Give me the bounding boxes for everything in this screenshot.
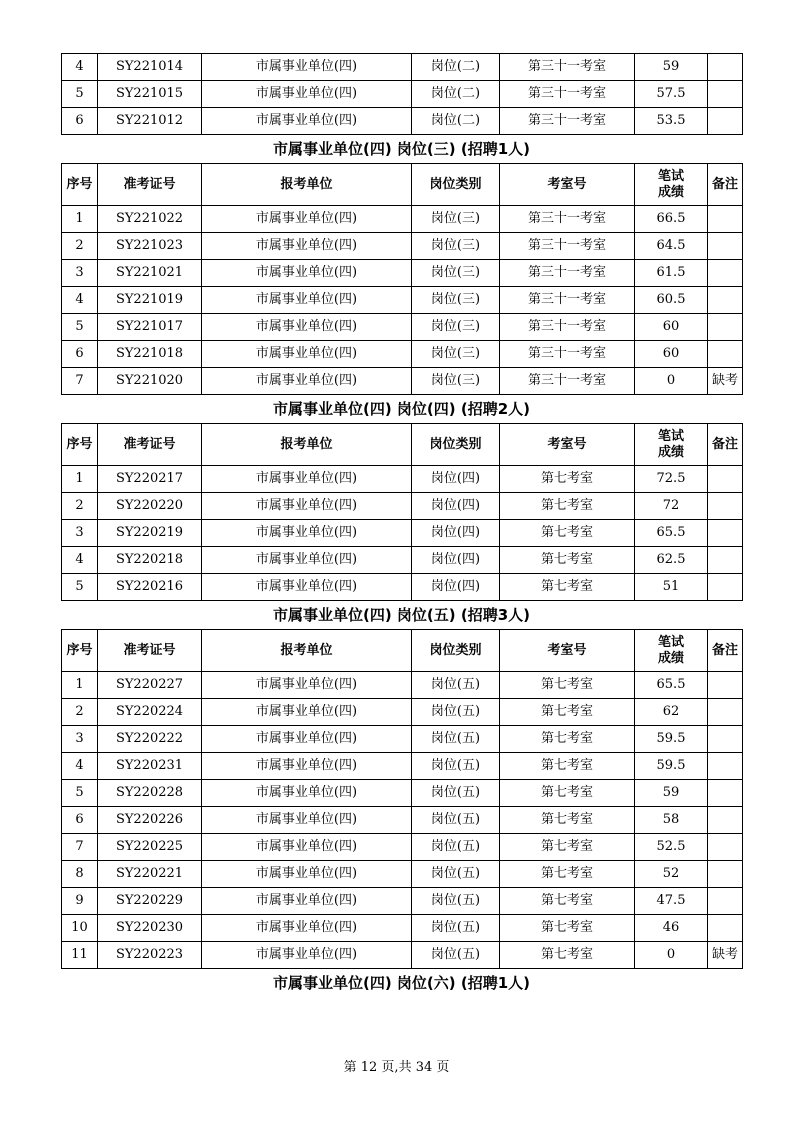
cell-position: 岗位(五): [412, 807, 500, 834]
table-row: [62, 466, 743, 493]
cell-ticket-number: SY221021: [98, 260, 202, 287]
cell-index: 5: [62, 780, 98, 807]
cell-exam-room: 第三十一考室: [500, 81, 635, 108]
table-row: [62, 287, 743, 314]
cell-ticket-number: SY221020: [98, 368, 202, 395]
cell-score: 57.5: [635, 81, 708, 108]
cell-unit: 市属事业单位(四): [202, 493, 412, 520]
header-remark: 备注: [708, 164, 743, 206]
cell-index: 5: [62, 314, 98, 341]
header-exam-room: 考室号: [500, 164, 635, 206]
table-row: [62, 726, 743, 753]
table-row: [62, 233, 743, 260]
page-footer: 第 12 页,共 34 页: [343, 1060, 450, 1075]
table-row: [62, 861, 743, 888]
table-row: [62, 672, 743, 699]
cell-position: 岗位(二): [412, 54, 500, 81]
cell-remark: [708, 260, 743, 287]
cell-score: 59.5: [635, 753, 708, 780]
cell-score: 47.5: [635, 888, 708, 915]
cell-exam-room: 第七考室: [500, 753, 635, 780]
cell-position: 岗位(三): [412, 260, 500, 287]
cell-score: 72: [635, 493, 708, 520]
cell-index: 7: [62, 834, 98, 861]
cell-position: 岗位(二): [412, 81, 500, 108]
cell-remark: [708, 834, 743, 861]
cell-index: 11: [62, 942, 98, 969]
cell-index: 2: [62, 233, 98, 260]
cell-position: 岗位(三): [412, 287, 500, 314]
cell-index: 10: [62, 915, 98, 942]
cell-position: 岗位(五): [412, 726, 500, 753]
table-row: [62, 807, 743, 834]
cell-index: 1: [62, 672, 98, 699]
cell-index: 2: [62, 699, 98, 726]
cell-position: 岗位(三): [412, 233, 500, 260]
cell-score: 0: [635, 368, 708, 395]
cell-ticket-number: SY221015: [98, 81, 202, 108]
cell-unit: 市属事业单位(四): [202, 287, 412, 314]
cell-ticket-number: SY220217: [98, 466, 202, 493]
header-row: [62, 164, 743, 206]
header-written-score: 笔试 成绩: [635, 424, 708, 466]
cell-score: 65.5: [635, 672, 708, 699]
cell-unit: 市属事业单位(四): [202, 81, 412, 108]
cell-remark: [708, 287, 743, 314]
header-remark: 备注: [708, 630, 743, 672]
cell-position: 岗位(五): [412, 861, 500, 888]
cell-exam-room: 第七考室: [500, 520, 635, 547]
cell-score: 61.5: [635, 260, 708, 287]
cell-exam-room: 第七考室: [500, 547, 635, 574]
cell-remark: [708, 341, 743, 368]
cell-remark: [708, 574, 743, 601]
cell-remark: [708, 726, 743, 753]
score-table: [61, 423, 743, 601]
table-row: [62, 341, 743, 368]
cell-ticket-number: SY220228: [98, 780, 202, 807]
cell-remark: [708, 206, 743, 233]
table-row: [62, 699, 743, 726]
cell-exam-room: 第七考室: [500, 861, 635, 888]
header-unit: 报考单位: [202, 164, 412, 206]
header-ticket-number: 准考证号: [98, 164, 202, 206]
cell-exam-room: 第七考室: [500, 699, 635, 726]
header-remark: 备注: [708, 424, 743, 466]
cell-unit: 市属事业单位(四): [202, 260, 412, 287]
cell-ticket-number: SY221017: [98, 314, 202, 341]
cell-unit: 市属事业单位(四): [202, 206, 412, 233]
cell-score: 65.5: [635, 520, 708, 547]
cell-exam-room: 第七考室: [500, 466, 635, 493]
header-index: 序号: [62, 424, 98, 466]
cell-ticket-number: SY220221: [98, 861, 202, 888]
header-unit: 报考单位: [202, 424, 412, 466]
cell-ticket-number: SY220231: [98, 753, 202, 780]
header-ticket-number: 准考证号: [98, 630, 202, 672]
cell-exam-room: 第三十一考室: [500, 233, 635, 260]
cell-index: 4: [62, 54, 98, 81]
cell-index: 3: [62, 726, 98, 753]
cell-unit: 市属事业单位(四): [202, 780, 412, 807]
cell-position: 岗位(四): [412, 547, 500, 574]
cell-unit: 市属事业单位(四): [202, 547, 412, 574]
cell-unit: 市属事业单位(四): [202, 753, 412, 780]
cell-ticket-number: SY220223: [98, 942, 202, 969]
table-row: [62, 753, 743, 780]
cell-position: 岗位(五): [412, 780, 500, 807]
cell-index: 6: [62, 108, 98, 135]
section-title: 市属事业单位(四) 岗位(三) (招聘1人): [272, 140, 530, 158]
cell-score: 62.5: [635, 547, 708, 574]
cell-unit: 市属事业单位(四): [202, 520, 412, 547]
cell-ticket-number: SY220216: [98, 574, 202, 601]
cell-remark: [708, 547, 743, 574]
header-exam-room: 考室号: [500, 630, 635, 672]
cell-ticket-number: SY220224: [98, 699, 202, 726]
cell-position: 岗位(五): [412, 753, 500, 780]
cell-position: 岗位(三): [412, 368, 500, 395]
cell-exam-room: 第七考室: [500, 834, 635, 861]
cell-unit: 市属事业单位(四): [202, 108, 412, 135]
cell-index: 4: [62, 287, 98, 314]
cell-remark: [708, 699, 743, 726]
cell-remark: [708, 108, 743, 135]
cell-remark: [708, 861, 743, 888]
table-row: [62, 493, 743, 520]
header-written-score: 笔试 成绩: [635, 164, 708, 206]
cell-position: 岗位(五): [412, 699, 500, 726]
cell-remark: [708, 54, 743, 81]
cell-unit: 市属事业单位(四): [202, 233, 412, 260]
cell-position: 岗位(二): [412, 108, 500, 135]
cell-remark: [708, 466, 743, 493]
section-title: 市属事业单位(四) 岗位(四) (招聘2人): [272, 400, 530, 418]
table-row: [62, 834, 743, 861]
cell-position: 岗位(五): [412, 888, 500, 915]
cell-unit: 市属事业单位(四): [202, 672, 412, 699]
cell-score: 72.5: [635, 466, 708, 493]
cell-position: 岗位(三): [412, 206, 500, 233]
cell-unit: 市属事业单位(四): [202, 915, 412, 942]
cell-position: 岗位(五): [412, 672, 500, 699]
table-row: [62, 520, 743, 547]
cell-position: 岗位(四): [412, 574, 500, 601]
cell-position: 岗位(四): [412, 466, 500, 493]
cell-exam-room: 第七考室: [500, 574, 635, 601]
score-table: [61, 163, 743, 395]
cell-index: 3: [62, 520, 98, 547]
cell-unit: 市属事业单位(四): [202, 314, 412, 341]
cell-unit: 市属事业单位(四): [202, 834, 412, 861]
cell-score: 62: [635, 699, 708, 726]
cell-score: 59.5: [635, 726, 708, 753]
cell-exam-room: 第七考室: [500, 942, 635, 969]
cell-exam-room: 第三十一考室: [500, 260, 635, 287]
table-row: [62, 260, 743, 287]
cell-remark: 缺考: [708, 368, 743, 395]
cell-score: 0: [635, 942, 708, 969]
cell-unit: 市属事业单位(四): [202, 807, 412, 834]
cell-unit: 市属事业单位(四): [202, 942, 412, 969]
header-index: 序号: [62, 630, 98, 672]
cell-position: 岗位(五): [412, 942, 500, 969]
cell-ticket-number: SY221019: [98, 287, 202, 314]
header-position-type: 岗位类别: [412, 164, 500, 206]
cell-index: 6: [62, 807, 98, 834]
cell-score: 52.5: [635, 834, 708, 861]
cell-score: 53.5: [635, 108, 708, 135]
cell-ticket-number: SY220219: [98, 520, 202, 547]
cell-exam-room: 第七考室: [500, 807, 635, 834]
cell-unit: 市属事业单位(四): [202, 888, 412, 915]
table-row: [62, 915, 743, 942]
cell-remark: [708, 233, 743, 260]
header-row: [62, 630, 743, 672]
cell-unit: 市属事业单位(四): [202, 466, 412, 493]
cell-exam-room: 第七考室: [500, 888, 635, 915]
cell-remark: [708, 493, 743, 520]
cell-ticket-number: SY220226: [98, 807, 202, 834]
final-section-title: 市属事业单位(四) 岗位(六) (招聘1人): [272, 974, 530, 992]
cell-position: 岗位(四): [412, 493, 500, 520]
cell-index: 3: [62, 260, 98, 287]
cell-ticket-number: SY220230: [98, 915, 202, 942]
cell-exam-room: 第三十一考室: [500, 368, 635, 395]
cell-remark: [708, 753, 743, 780]
table-row: [62, 942, 743, 969]
table-row: [62, 54, 743, 81]
header-written-score: 笔试 成绩: [635, 630, 708, 672]
cell-ticket-number: SY220225: [98, 834, 202, 861]
cell-index: 6: [62, 341, 98, 368]
cell-ticket-number: SY221014: [98, 54, 202, 81]
header-position-type: 岗位类别: [412, 424, 500, 466]
cell-score: 59: [635, 54, 708, 81]
cell-position: 岗位(三): [412, 341, 500, 368]
header-row: [62, 424, 743, 466]
cell-score: 60: [635, 341, 708, 368]
cell-exam-room: 第三十一考室: [500, 206, 635, 233]
cell-index: 5: [62, 574, 98, 601]
cell-index: 7: [62, 368, 98, 395]
cell-unit: 市属事业单位(四): [202, 368, 412, 395]
cell-position: 岗位(四): [412, 520, 500, 547]
section-title: 市属事业单位(四) 岗位(五) (招聘3人): [272, 606, 530, 624]
header-position-type: 岗位类别: [412, 630, 500, 672]
cell-score: 52: [635, 861, 708, 888]
score-table: [61, 629, 743, 969]
cell-ticket-number: SY220218: [98, 547, 202, 574]
cell-remark: [708, 672, 743, 699]
cell-exam-room: 第七考室: [500, 780, 635, 807]
table-row: [62, 81, 743, 108]
cell-remark: [708, 888, 743, 915]
cell-score: 66.5: [635, 206, 708, 233]
cell-index: 5: [62, 81, 98, 108]
cell-ticket-number: SY221022: [98, 206, 202, 233]
cell-score: 64.5: [635, 233, 708, 260]
header-unit: 报考单位: [202, 630, 412, 672]
table-row: [62, 547, 743, 574]
cell-index: 8: [62, 861, 98, 888]
table-row: [62, 888, 743, 915]
continued-table-body: [62, 54, 743, 135]
cell-exam-room: 第七考室: [500, 493, 635, 520]
table-row: [62, 108, 743, 135]
cell-score: 60: [635, 314, 708, 341]
cell-exam-room: 第三十一考室: [500, 287, 635, 314]
cell-position: 岗位(五): [412, 915, 500, 942]
cell-index: 4: [62, 753, 98, 780]
cell-index: 2: [62, 493, 98, 520]
cell-ticket-number: SY221018: [98, 341, 202, 368]
cell-remark: 缺考: [708, 942, 743, 969]
header-index: 序号: [62, 164, 98, 206]
cell-index: 9: [62, 888, 98, 915]
header-exam-room: 考室号: [500, 424, 635, 466]
cell-unit: 市属事业单位(四): [202, 574, 412, 601]
cell-exam-room: 第三十一考室: [500, 54, 635, 81]
cell-exam-room: 第三十一考室: [500, 341, 635, 368]
cell-ticket-number: SY220227: [98, 672, 202, 699]
cell-score: 46: [635, 915, 708, 942]
cell-score: 60.5: [635, 287, 708, 314]
cell-position: 岗位(三): [412, 314, 500, 341]
table-row: [62, 368, 743, 395]
cell-remark: [708, 915, 743, 942]
cell-remark: [708, 314, 743, 341]
table-row: [62, 780, 743, 807]
cell-score: 51: [635, 574, 708, 601]
cell-ticket-number: SY221023: [98, 233, 202, 260]
table-row: [62, 574, 743, 601]
cell-score: 58: [635, 807, 708, 834]
cell-ticket-number: SY220222: [98, 726, 202, 753]
cell-index: 4: [62, 547, 98, 574]
score-list-page: [61, 53, 742, 997]
cell-exam-room: 第七考室: [500, 672, 635, 699]
table-row: [62, 206, 743, 233]
cell-exam-room: 第三十一考室: [500, 314, 635, 341]
cell-ticket-number: SY220220: [98, 493, 202, 520]
cell-ticket-number: SY220229: [98, 888, 202, 915]
cell-unit: 市属事业单位(四): [202, 54, 412, 81]
cell-score: 59: [635, 780, 708, 807]
cell-index: 1: [62, 466, 98, 493]
table-row: [62, 314, 743, 341]
cell-unit: 市属事业单位(四): [202, 341, 412, 368]
cell-remark: [708, 520, 743, 547]
cell-unit: 市属事业单位(四): [202, 726, 412, 753]
cell-remark: [708, 807, 743, 834]
cell-index: 1: [62, 206, 98, 233]
cell-remark: [708, 81, 743, 108]
cell-exam-room: 第三十一考室: [500, 108, 635, 135]
cell-ticket-number: SY221012: [98, 108, 202, 135]
header-ticket-number: 准考证号: [98, 424, 202, 466]
cell-position: 岗位(五): [412, 834, 500, 861]
cell-exam-room: 第七考室: [500, 726, 635, 753]
continued-table: [61, 53, 743, 135]
sections: [61, 135, 742, 969]
cell-exam-room: 第七考室: [500, 915, 635, 942]
cell-remark: [708, 780, 743, 807]
cell-unit: 市属事业单位(四): [202, 861, 412, 888]
cell-unit: 市属事业单位(四): [202, 699, 412, 726]
